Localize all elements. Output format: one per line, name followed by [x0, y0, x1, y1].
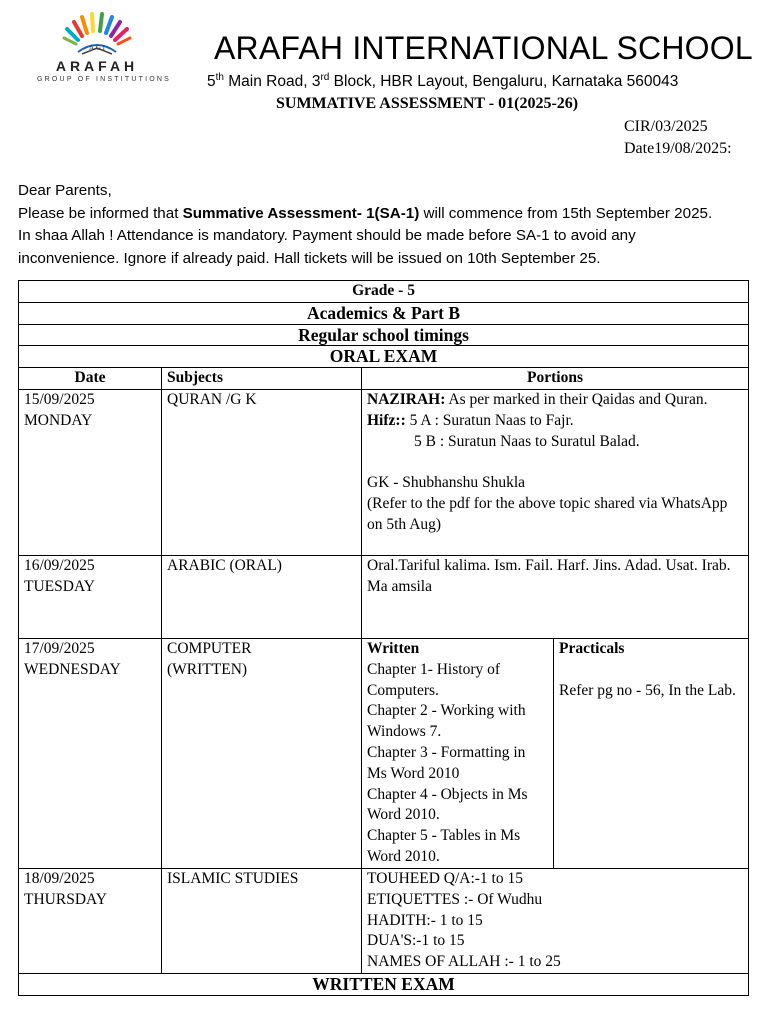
- school-name: ARAFAH INTERNATIONAL SCHOOL: [214, 30, 753, 66]
- table-row: [19, 555, 749, 638]
- table-header-row: [19, 368, 749, 390]
- circular-date: Date19/08/2025:: [624, 140, 732, 157]
- row-portion: TOUHEED Q/A:-1 to 15 ETIQUETTES :- Of Wudhu HADITH:- 1 to 15 DUA'S:-1 to 15 NAMES OF ALLAH :- 1 to 25: [362, 868, 749, 973]
- row-date: 16/09/2025 TUESDAY: [19, 555, 162, 638]
- letter-line: inconvenience. Ignore if already paid. Hall tickets will be issued on 10th September 25.: [18, 249, 601, 267]
- section-banner: Academics & Part B: [19, 302, 749, 324]
- header-portions: Portions: [362, 368, 749, 390]
- row-subject: COMPUTER (WRITTEN): [162, 638, 362, 868]
- row-portion: Oral.Tariful kalima. Ism. Fail. Harf. Jins. Adad. Usat. Irab. Ma amsila: [362, 555, 749, 638]
- table-row: [19, 638, 749, 868]
- parent-letter: [18, 180, 758, 270]
- school-address: 5th Main Road, 3rd Block, HBR Layout, Bengaluru, Karnataka 560043: [207, 72, 679, 91]
- oral-exam-heading: ORAL EXAM: [19, 346, 749, 368]
- letter-line: In shaa Allah ! Attendance is mandatory. Payment should be made before SA-1 to avoid any: [18, 227, 636, 244]
- table-row: [19, 389, 749, 555]
- exam-schedule-table: [18, 280, 749, 996]
- row-subject: ARABIC (ORAL): [162, 555, 362, 638]
- row-date: 17/09/2025 WEDNESDAY: [19, 638, 162, 868]
- header-date: Date: [19, 368, 162, 390]
- table-row: [19, 868, 749, 973]
- row-date: 15/09/2025 MONDAY: [19, 389, 162, 555]
- circular-number: CIR/03/2025: [624, 118, 708, 135]
- letter-line: Please be informed that Summative Assessment- 1(SA-1) will commence from 15th September 2025.: [18, 204, 713, 222]
- assessment-title: SUMMATIVE ASSESSMENT - 01(2025-26): [276, 95, 579, 112]
- row-subject: QURAN /G K: [162, 389, 362, 555]
- timings-banner: Regular school timings: [19, 324, 749, 346]
- header-subjects: Subjects: [162, 368, 362, 390]
- svg-text:A.G.I: A.G.I: [89, 44, 105, 52]
- row-date: 18/09/2025 THURSDAY: [19, 868, 162, 973]
- written-exam-heading: WRITTEN EXAM: [19, 973, 749, 995]
- letter-salutation: Dear Parents,: [18, 182, 112, 199]
- grade-banner: Grade - 5: [19, 281, 749, 303]
- row-portion-written: Written Chapter 1- History of Computers. Chapter 2 - Working with Windows 7. Chapter 3 - Formatting in Ms Word 2010 Chapter 4 - Objects in Ms Word 2010. Chapter 5 - Tables in Ms Word 2010.: [362, 638, 554, 868]
- row-subject: ISLAMIC STUDIES: [162, 868, 362, 973]
- row-portion-practicals: Practicals Refer pg no - 56, In the Lab.: [554, 638, 749, 868]
- svg-text:GROUP OF INSTITUTIONS: GROUP OF INSTITUTIONS: [37, 76, 171, 83]
- row-portion: NAZIRAH: As per marked in their Qaidas and Quran. Hifz:: 5 A : Suratun Naas to Fajr. 5 B : Suratun Naas to Suratul Balad. GK - Shubhanshu Shukla (Refer to the pdf for the above topic shared via WhatsApp on 5th Aug): [362, 389, 749, 555]
- svg-text:ARAFAH: ARAFAH: [55, 58, 139, 74]
- school-logo: [12, 12, 200, 88]
